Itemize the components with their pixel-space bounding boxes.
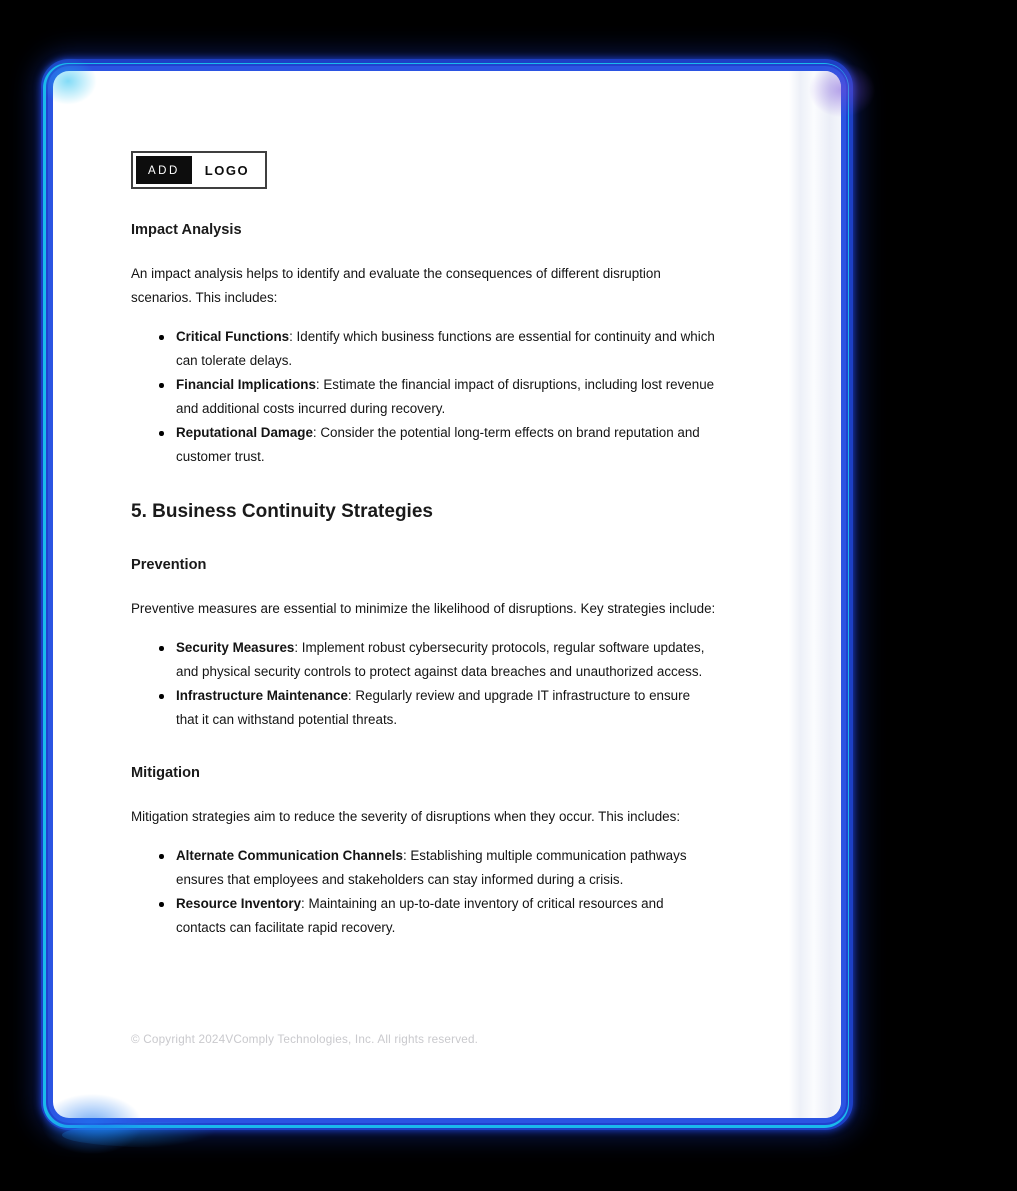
heading-impact-analysis: Impact Analysis: [131, 222, 242, 238]
list-item: [176, 421, 715, 469]
paragraph-mitigation-intro: Mitigation strategies aim to reduce the severity of disruptions when they occur. This includes:: [131, 809, 681, 824]
heading-prevention: Prevention: [131, 557, 207, 573]
bullet-term: Security Measures: [176, 640, 295, 655]
list-item: [176, 892, 715, 940]
heading-business-continuity-strategies: 5. Business Continuity Strategies: [131, 501, 433, 522]
heading-mitigation: Mitigation: [131, 765, 200, 781]
bullet-desc: : Regularly review and upgrade IT infrastructure to ensure that it can withstand potential threats.: [176, 688, 691, 727]
list-item: [176, 636, 715, 684]
list-item: [176, 684, 715, 732]
paragraph-prevention-intro: Preventive measures are essential to minimize the likelihood of disruptions. Key strategies include:: [131, 601, 716, 616]
mitigation-bullet-list: [131, 844, 715, 940]
bullet-desc: : Estimate the financial impact of disruptions, including lost revenue and additional costs incurred during recovery.: [176, 377, 715, 416]
bullet-term: Alternate Communication Channels: [176, 848, 403, 863]
bullet-term: Infrastructure Maintenance: [176, 688, 348, 703]
bullet-desc: : Maintaining an up-to-date inventory of critical resources and contacts can facilitate rapid recovery.: [176, 896, 664, 935]
list-item: [176, 844, 715, 892]
bullet-desc: : Consider the potential long-term effects on brand reputation and customer trust.: [176, 425, 700, 464]
paragraph-impact-intro: An impact analysis helps to identify and evaluate the consequences of different disruption scenarios. This includes:: [131, 266, 661, 305]
bullet-term: Resource Inventory: [176, 896, 302, 911]
document-content: [53, 71, 841, 940]
bullet-term: Critical Functions: [176, 329, 290, 344]
prevention-bullet-list: [131, 636, 715, 732]
bullet-term: Financial Implications: [176, 377, 316, 392]
impact-bullet-list: [131, 325, 715, 469]
add-logo-placeholder[interactable]: [131, 151, 267, 189]
bullet-term: Reputational Damage: [176, 425, 313, 440]
add-logo-add-segment: ADD: [136, 156, 192, 184]
bullet-desc: : Establishing multiple communication pathways ensures that employees and stakeholders can stay informed during a crisis.: [176, 848, 687, 887]
add-logo-logo-segment: LOGO: [204, 163, 250, 178]
bullet-desc: : Identify which business functions are essential for continuity and which can tolerate delays.: [176, 329, 715, 368]
list-item: [176, 325, 715, 373]
bullet-desc: : Implement robust cybersecurity protocols, regular software updates, and physical security controls to protect against data breaches and unauthorized access.: [176, 640, 705, 679]
footer-copyright: © Copyright 2024VComply Technologies, Inc. All rights reserved.: [131, 1033, 479, 1046]
list-item: [176, 373, 715, 421]
glow-smear-bottom: [62, 1122, 292, 1148]
document-page: [53, 71, 841, 1118]
